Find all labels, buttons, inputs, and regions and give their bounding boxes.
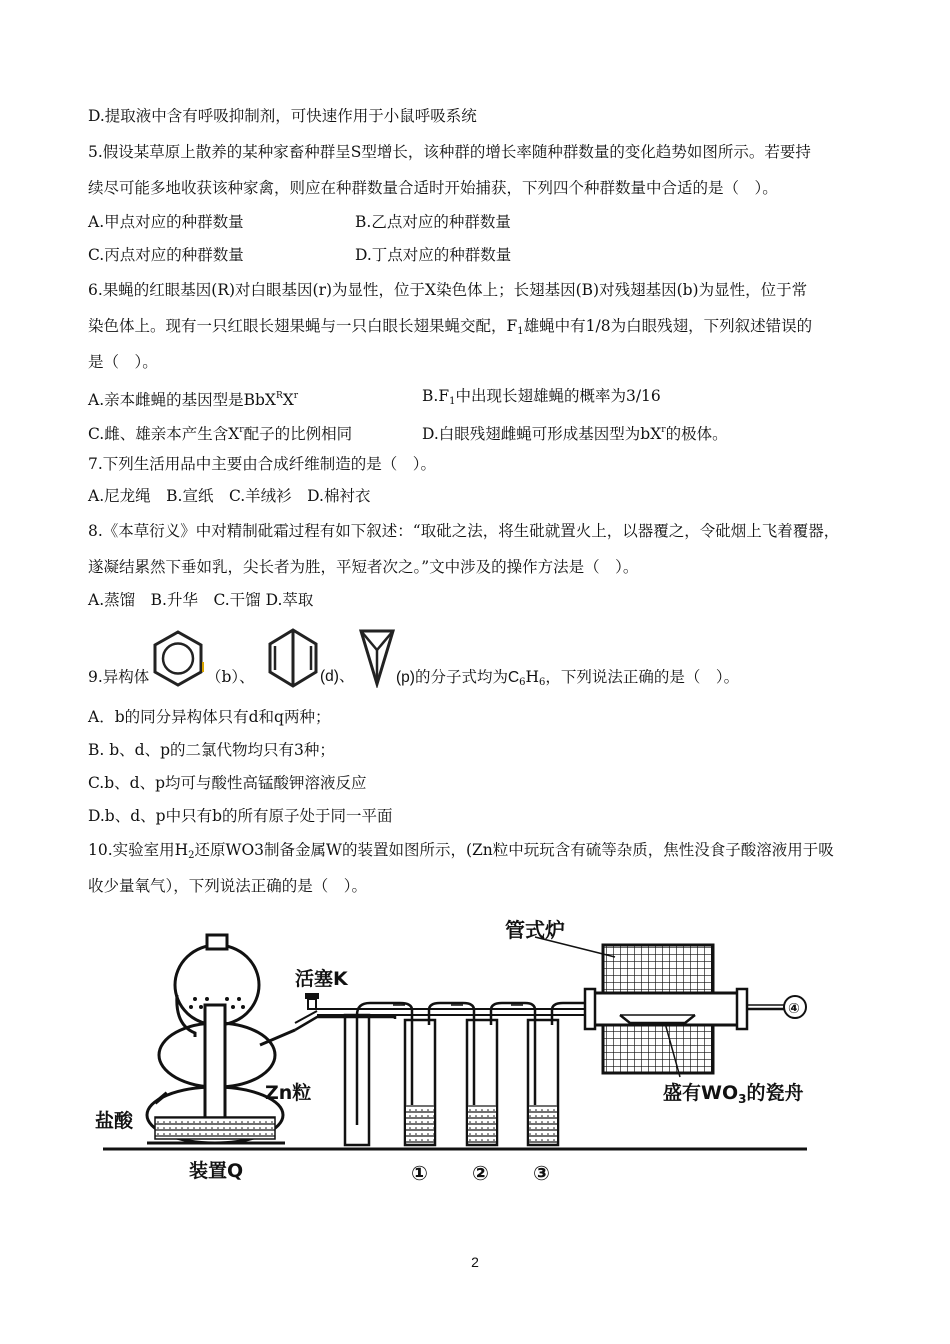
q9-prefix: 9.异构体 [88, 668, 150, 686]
label-bottle-3: ③ [533, 1161, 550, 1185]
label-bottle-1: ① [411, 1161, 428, 1185]
q5-stem-line2: 续尽可能多地收获该种家禽，则应在种群数量合适时开始捕获，下列四个种群数量中合适的是（ ）。 [88, 179, 778, 197]
q9-option-c: C.b、d、p均可与酸性高锰酸钾溶液反应 [88, 774, 367, 792]
q7-stem: 7.下列生活用品中主要由合成纤维制造的是（ ）。 [88, 455, 437, 473]
q8-options: A.蒸馏 B.升华 C.干馏 D.萃取 [88, 591, 314, 609]
q6-option-b: $B.F_1$中出现长翅雄蝇的概率为3/16 [422, 387, 661, 407]
q9-p-label-formula: (p)的分子式均为$C_6H_6$，下列说法正确的是（ ）。 [396, 668, 740, 688]
q6-stem-line1: 6.果蝇的红眼基因(R)对白眼基因(r)为显性，位于X染色体上；长翅基因(B)对残翅基因(b)为显性，位于常 [88, 281, 808, 299]
q9-option-a: A．b的同分异构体只有d和q两种； [88, 708, 331, 726]
label-boat: 盛有$WO_3$的瓷舟 [663, 1082, 804, 1106]
q9-d-label: (d)、 [320, 668, 355, 685]
label-device-q: 装置Q [189, 1160, 244, 1182]
q6-option-d: D.白眼残翅雌蝇可形成基因型为$bX^r$的极体。 [422, 425, 728, 443]
q10-stem-line1: 10.实验室用$H_2$还原WO3制备金属W的装置如图所示，(Zn粒中玩玩含有硫等杂质，焦性没食子酸溶液用于吸 [88, 841, 834, 861]
q5-stem-line1: 5.假设某草原上散养的某种家畜种群呈S型增长，该种群的增长率随种群数量的变化趋势如图所示。若要持 [88, 143, 811, 161]
label-bottle-2: ② [472, 1161, 489, 1185]
q6-option-c: C.雌、雄亲本产生含$X^r$配子的比例相同 [88, 425, 353, 443]
q6-stem-line3: 是（ ）。 [88, 353, 158, 371]
q5-option-d: D.丁点对应的种群数量 [355, 246, 512, 264]
q8-stem-line1: 8.《本草衍义》中对精制砒霜过程有如下叙述：“取砒之法，将生砒就置火上，以器覆之，令砒烟上飞着覆器， [88, 522, 840, 540]
page-number: 2 [471, 1254, 479, 1270]
q5-option-c: C.丙点对应的种群数量 [88, 246, 244, 264]
tube-furnace [585, 945, 785, 1073]
apparatus-diagram [95, 905, 815, 1195]
prismane-structure-icon [358, 628, 396, 688]
q9-option-b: B. b、d、p的二氯代物均只有3种； [88, 741, 335, 759]
q5-option-b: B.乙点对应的种群数量 [355, 213, 511, 231]
label-outlet-4: ④ [788, 1001, 800, 1017]
label-acid: 盐酸 [95, 1110, 134, 1132]
stopcock-k-icon [305, 993, 319, 1009]
q7-options: A.尼龙绳 B.宣纸 C.羊绒衫 D.棉衬衣 [88, 487, 371, 505]
q6-stem-line2: 染色体上。现有一只红眼长翅果蝇与一只白眼长翅果蝇交配，$F_1$雄蝇中有1/8为白眼残翅，下列叙述错误的 [88, 317, 813, 337]
q8-stem-line2: 遂凝结累然下垂如乳，尖长者为胜，平短者次之。”文中涉及的操作方法是（ ）。 [88, 558, 639, 576]
label-tube-furnace: 管式炉 [505, 918, 565, 942]
dewar-benzene-structure-icon [266, 626, 320, 690]
benzene-structure-icon [150, 628, 206, 690]
label-stopcock: 活塞K [295, 968, 348, 990]
q10-stem-line2: 收少量氧气），下列说法正确的是（ ）。 [88, 877, 368, 895]
q9-option-d: D.b、d、p中只有b的所有原子处于同一平面 [88, 807, 393, 825]
q5-option-a: A.甲点对应的种群数量 [88, 213, 244, 231]
q6-option-a: A.亲本雌蝇的基因型是$BbX^RX^r$ [88, 391, 299, 409]
label-zn: Zn粒 [265, 1082, 312, 1104]
q9-b-label: （b）、 [206, 668, 255, 686]
q4-option-d: D.提取液中含有呼吸抑制剂，可快速作用于小鼠呼吸系统 [88, 107, 477, 125]
kipp-generator [147, 935, 295, 1143]
